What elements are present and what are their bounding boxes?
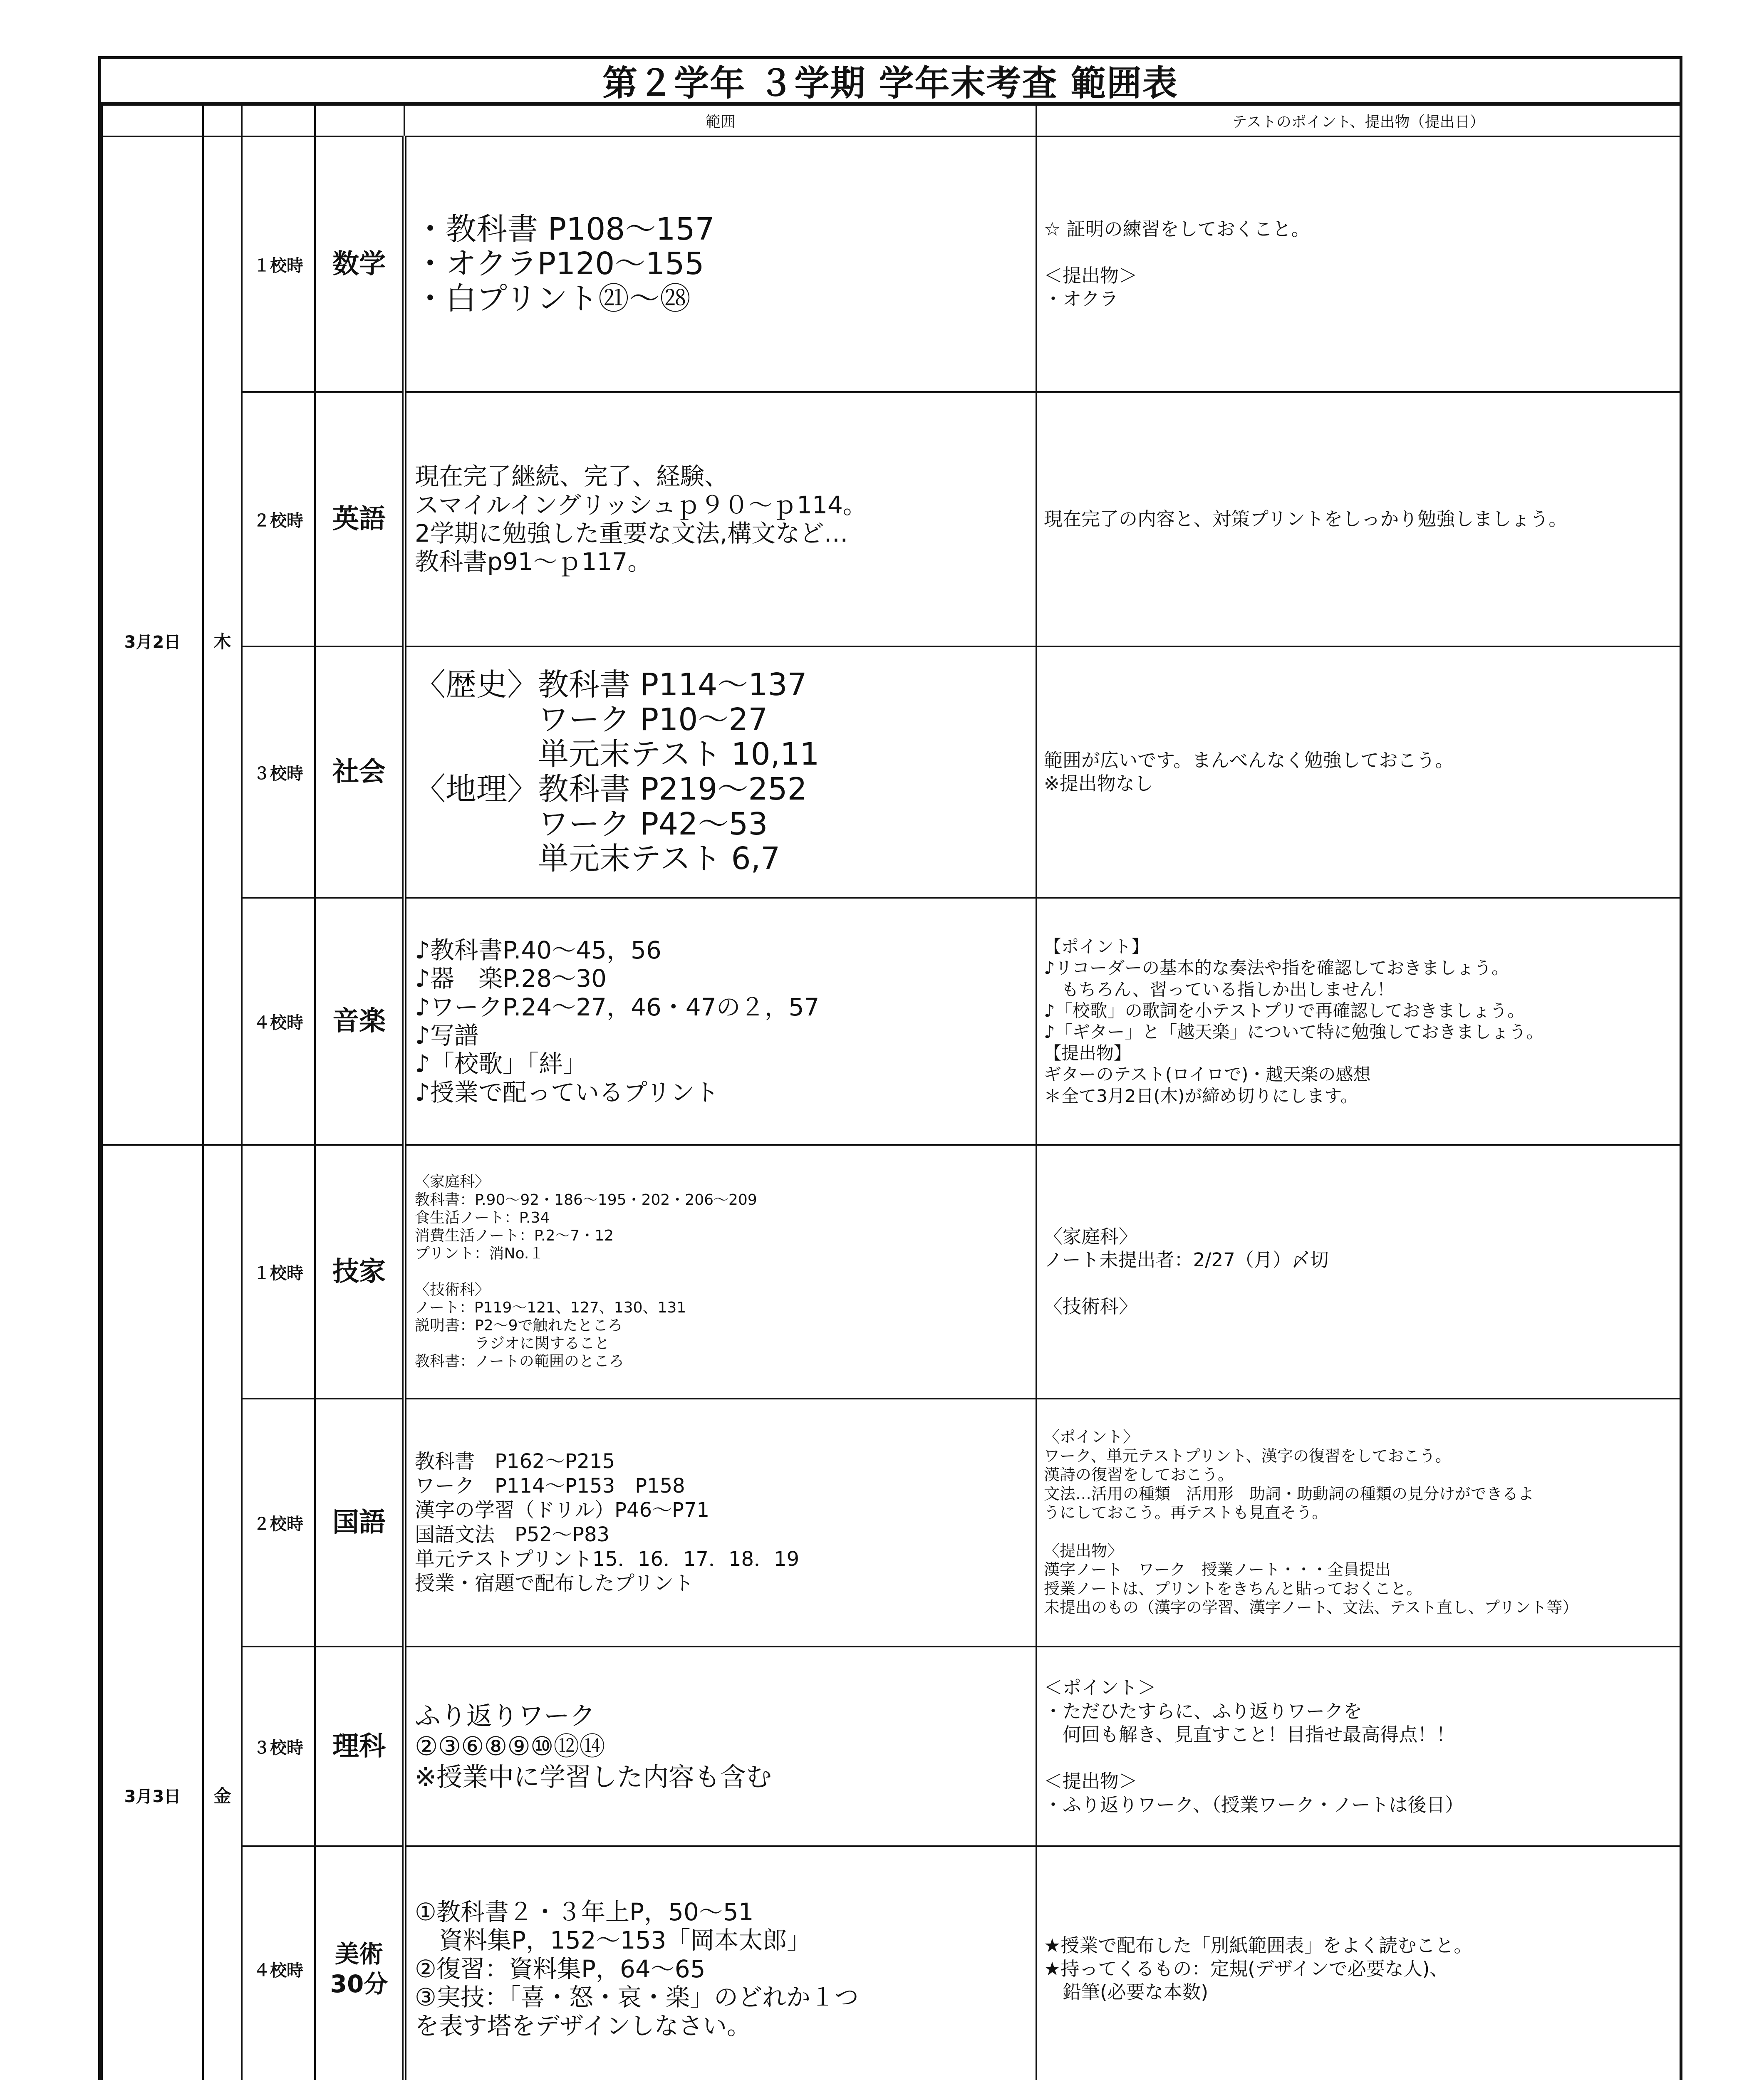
subject-cell: 国語 — [315, 1399, 404, 1647]
period-cell: １校時 — [242, 136, 315, 392]
range-cell: 〈歴史〉教科書 P114～137 ワーク P10～27 単元末テスト 10,11 〈地理〉教科書 P219～252 ワーク P42～53 単元末テスト 6,7 — [404, 646, 1036, 898]
period-cell: １校時 — [242, 1145, 315, 1399]
points-cell: ＜ポイント＞ ・ただひたすらに、ふり返りワークを 何回も解き、見直すこと！目指せ最高得点！！ ＜提出物＞ ・ふり返りワーク、（授業ワーク・ノートは後日） — [1036, 1647, 1680, 1846]
table-row — [102, 1647, 1680, 1846]
points-cell: 現在完了の内容と、対策プリントをしっかり勉強しましょう。 — [1036, 392, 1680, 646]
subject-cell: 理科 — [315, 1647, 404, 1846]
table-row — [102, 1399, 1680, 1647]
period-cell: ３校時 — [242, 646, 315, 898]
points-cell: 〈ポイント〉 ワーク、単元テストプリント、漢字の復習をしておこう。 漢詩の復習をしておこう。 文法…活用の種類 活用形 助詞・助動詞の種類の見分けができるよ うにしておこう。再テストも見直そう。 〈提出物〉 漢字ノート ワーク 授業ノート・・・全員提出 授業ノートは、プリントをきちんと貼っておくこと。 未提出のもの（漢字の学習、漢字ノート、文法、テスト直し、プリント等） — [1036, 1399, 1680, 1647]
table-row — [102, 898, 1680, 1145]
header-range: 範囲 — [404, 105, 1036, 136]
header-row — [102, 105, 1680, 136]
page-title: 第２学年 ３学期 学年末考査 範囲表 — [101, 59, 1680, 104]
table-row — [102, 136, 1680, 392]
table-row — [102, 1846, 1680, 2080]
points-cell: ★授業で配布した「別紙範囲表」をよく読むこと。 ★持ってくるもの：定規(デザインで必要な人)、 鉛筆(必要な本数) — [1036, 1846, 1680, 2080]
date-cell: 3月2日 — [102, 136, 203, 1145]
schedule-sheet — [98, 56, 1682, 2080]
period-cell: ３校時 — [242, 1647, 315, 1846]
exam-range-table — [101, 104, 1681, 2080]
points-cell: 〈家庭科〉 ノート未提出者：2/27（月）〆切 〈技術科〉 — [1036, 1145, 1680, 1399]
table-row — [102, 646, 1680, 898]
range-cell: ①教科書２・３年上P，50～51 資料集P，152～153「岡本太郎」 ②復習：資料集P，64～65 ③実技：「喜・怒・哀・楽」のどれか１つ を表す塔をデザインしなさい。 — [404, 1846, 1036, 2080]
period-cell: ２校時 — [242, 392, 315, 646]
subject-cell: 美術 30分 — [315, 1846, 404, 2080]
points-cell: 【ポイント】 ♪リコーダーの基本的な奏法や指を確認しておきましょう。 もちろん、習っている指しか出しません！ ♪「校歌」の歌詞を小テストプリで再確認しておきましょう。 ♪「ギター」と「越天楽」について特に勉強しておきましょう。 【提出物】 ギターのテスト(ロイロで)・越天楽の感想 ＊全て3月2日(木)が締め切りにします。 — [1036, 898, 1680, 1145]
weekday-cell: 木 — [203, 136, 242, 1145]
range-cell: ♪教科書P.40～45，56 ♪器 楽P.28～30 ♪ワークP.24～27，46・47の２，57 ♪写譜 ♪「校歌」「絆」 ♪授業で配っているプリント — [404, 898, 1036, 1145]
table-row — [102, 1145, 1680, 1399]
subject-cell: 英語 — [315, 392, 404, 646]
points-cell: 範囲が広いです。まんべんなく勉強しておこう。 ※提出物なし — [1036, 646, 1680, 898]
period-cell: ２校時 — [242, 1399, 315, 1647]
subject-cell: 音楽 — [315, 898, 404, 1145]
period-cell: ４校時 — [242, 898, 315, 1145]
range-cell: 現在完了継続、完了、経験、 スマイルイングリッシュｐ９０～ｐ114。 2学期に勉強した重要な文法,構文など… 教科書p91～ｐ117。 — [404, 392, 1036, 646]
table-row — [102, 392, 1680, 646]
header-points: テストのポイント、提出物（提出日） — [1036, 105, 1680, 136]
subject-cell: 技家 — [315, 1145, 404, 1399]
range-cell: ・教科書 P108～157 ・オクラP120～155 ・白プリント㉑～㉘ — [404, 136, 1036, 392]
range-cell: ふり返りワーク ②③⑥⑧⑨⑩⑫⑭ ※授業中に学習した内容も含む — [404, 1647, 1036, 1846]
weekday-cell: 金 — [203, 1145, 242, 2080]
points-cell: ☆ 証明の練習をしておくこと。 ＜提出物＞ ・オクラ — [1036, 136, 1680, 392]
range-cell: 〈家庭科〉 教科書：P.90～92・186～195・202・206～209 食生活ノート：P.34 消費生活ノート：P.2～7・12 プリント：消No.１ 〈技術科〉 ノート：P119～121、127、130、131 説明書：P2～9で触れたところ ラジオに関すること 教科書：ノートの範囲のところ — [404, 1145, 1036, 1399]
date-cell: 3月3日 — [102, 1145, 203, 2080]
subject-cell: 社会 — [315, 646, 404, 898]
range-cell: 教科書 P162～P215 ワーク P114～P153 P158 漢字の学習（ドリル）P46～P71 国語文法 P52～P83 単元テストプリント15．16．17．18．19 授業・宿題で配布したプリント — [404, 1399, 1036, 1647]
period-cell: ４校時 — [242, 1846, 315, 2080]
subject-cell: 数学 — [315, 136, 404, 392]
